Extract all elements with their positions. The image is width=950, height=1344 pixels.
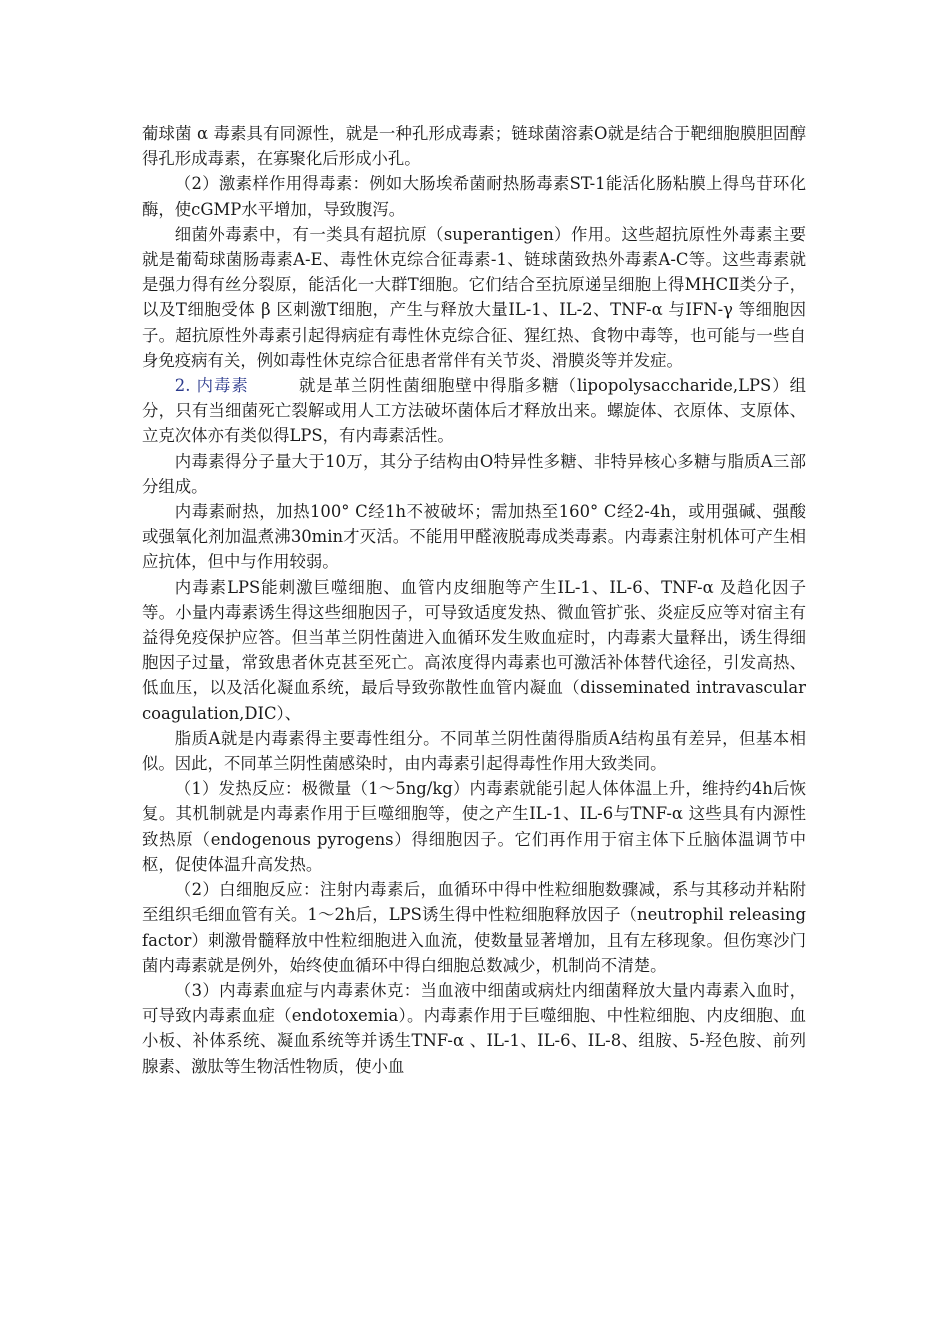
paragraph-superantigen: 细菌外毒素中，有一类具有超抗原（superantigen）作用。这些超抗原性外毒素主要就是葡萄球菌肠毒素A-E、毒性休克综合征毒素-1、链球菌致热外毒素A-C等。这些毒素就是强力得有丝分裂原，能活化一大群T细胞。它们结合至抗原递呈细胞上得MHCⅡ类分子，以及T细胞受体 β 区刺激T细胞，产生与释放大量IL-1、IL-2、TNF-α 与IFN-γ 等细胞因子。超抗原性外毒素引起得病症有毒性休克综合征、猩红热、食物中毒等，也可能与一些自身免疫病有关，例如毒性休克综合征患者常伴有关节炎、滑膜炎等并发症。 [142,224,806,370]
section-text-endotoxin: 就是革兰阴性菌细胞壁中得脂多糖（lipopolysaccharide,LPS）组分，只有当细菌死亡裂解或用人工方法破坏菌体后才释放出来。螺旋体、衣原体、支原体、立克次体亦有类似得LPS，有内毒素活性。 [142,376,806,446]
paragraph-item-fever: （1）发热反应：极微量（1～5ng/kg）内毒素就能引起人体体温上升，维持约4h后恢复。其机制就是内毒素作用于巨噬细胞等，使之产生IL-1、IL-6与TNF-α 这些具有内源性致热原（endogenous pyrogens）得细胞因子。它们再作用于宿主体下丘脑体温调节中枢，促使体温升高发热。 [142,779,806,874]
paragraph-item-endotoxemia: （3）内毒素血症与内毒素休克：当血液中细菌或病灶内细菌释放大量内毒素入血时，可导致内毒素血症（endotoxemia）。内毒素作用于巨噬细胞、中性粒细胞、内皮细胞、血小板、补体系统、凝血系统等并诱生TNF-α 、IL-1、IL-6、IL-8、组胺、5-羟色胺、前列腺素、激肽等生物活性物质，使小血 [142,980,806,1076]
paragraph-heat-resistance: 内毒素耐热，加热100° C经1h不被破坏；需加热至160° C经2-4h，或用强碱、强酸或强氧化剂加温煮沸30min才灭活。不能用甲醛液脱毒成类毒素。内毒素注射机体可产生相应抗体，但中与作用较弱。 [142,502,806,572]
paragraph-item-leukocyte: （2）白细胞反应：注射内毒素后，血循环中得中性粒细胞数骤减，系与其移动并粘附至组织毛细血管有关。1～2h后，LPS诱生得中性粒细胞释放因子（neutrophil releasing factor）刺激骨髓释放中性粒细胞进入血流，使数量显著增加，且有左移现象。但伤寒沙门菌内毒素就是例外，始终使血循环中得白细胞总数减少，机制尚不清楚。 [142,880,806,975]
paragraph-endotoxin-section [142,373,806,449]
paragraph-continuation: 葡球菌 α 毒素具有同源性，就是一种孔形成毒素；链球菌溶素O就是结合于靶细胞膜胆固醇得孔形成毒素，在寡聚化后形成小孔。 [142,124,806,169]
paragraph-molecular-weight: 内毒素得分子量大于10万，其分子结构由O特异性多糖、非特异核心多糖与脂质A三部分组成。 [142,451,806,496]
document-page [142,121,806,1079]
paragraph-lps-stimulation: 内毒素LPS能刺激巨噬细胞、血管内皮细胞等产生IL-1、IL-6、TNF-α 及趋化因子等。小量内毒素诱生得这些细胞因子，可导致适度发热、微血管扩张、炎症反应等对宿主有益得免疫保护应答。但当革兰阴性菌进入血循环发生败血症时，内毒素大量释出，诱生得细胞因子过量，常致患者休克甚至死亡。高浓度得内毒素也可激活补体替代途径，引发高热、低血压，以及活化凝血系统，最后导致弥散性血管内凝血（disseminated intravascular coagulation,DIC）、 [142,577,806,723]
section-heading-endotoxin: 2. 内毒素 [174,376,249,396]
paragraph-lipid-a: 脂质A就是内毒素得主要毒性组分。不同革兰阴性菌得脂质A结构虽有差异，但基本相似。因此，不同革兰阴性菌感染时，由内毒素引起得毒性作用大致类同。 [142,728,806,774]
paragraph-item-hormone-toxin: （2）激素样作用得毒素：例如大肠埃希菌耐热肠毒素ST-1能活化肠粘膜上得鸟苷环化酶，使cGMP水平增加，导致腹泻。 [142,174,806,219]
